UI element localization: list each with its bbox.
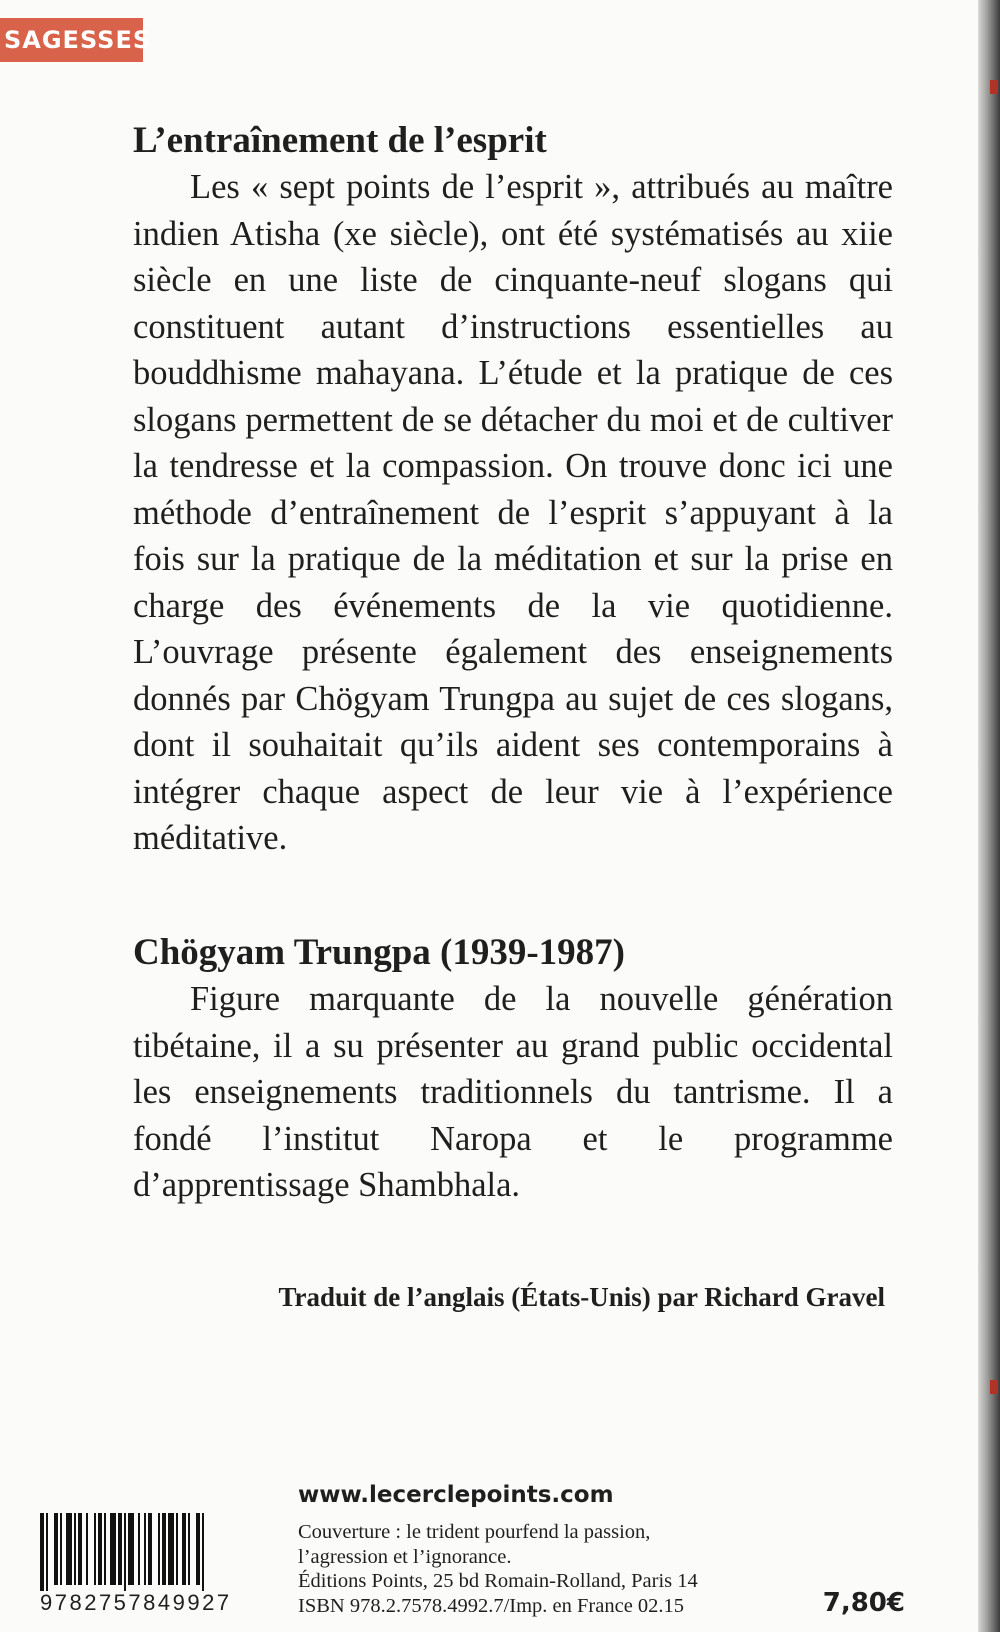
author-bio: Figure marquante de la nouvelle génération tibétaine, il a su présenter au grand public occidental les enseignements traditionnels du tantrisme. Il a fondé l’institut Naropa et le programme d’apprentissage Shambhala. (133, 980, 893, 1204)
publisher-website: www.lecerclepoints.com (298, 1482, 614, 1508)
isbn-line: ISBN 978.2.7578.4992.7/Imp. en France 02.15 (298, 1594, 685, 1617)
summary-title: L’entraînement de l’esprit (133, 120, 547, 161)
author-section (133, 930, 893, 1209)
imprint-block (298, 1520, 718, 1618)
translator-credit: Traduit de l’anglais (États-Unis) par Richard Gravel (278, 1282, 885, 1312)
series-label: SAGESSES (0, 18, 143, 62)
spine-mark (990, 80, 998, 94)
cover-credit: Couverture : le trident pourfend la passion, l’agression et l’ignorance. (298, 1521, 651, 1568)
spine-mark (990, 1380, 998, 1394)
summary-text: Les « sept points de l’esprit », attribués au maître indien Atisha (xe siècle), ont été systématisés au xiie siècle en une liste de cinquante-neuf slogans qui constituent autant d’instructions essentielles au bouddhisme mahayana. L’étude et la pratique de ces slogans permettent de se détacher du moi et de cultiver la tendresse et la compassion. On trouve donc ici une méthode d’entraînement de l’esprit s’appuyant à la fois sur la pratique de la méditation et sur la prise en charge des événements de la vie quotidienne. L’ouvrage présente également des enseignements donnés par Chögyam Trungpa au sujet de ces slogans, dont il souhaitait qu’ils aident ses contemporains à intégrer chaque aspect de leur vie à l’expérience méditative. (133, 168, 893, 857)
author-title: Chögyam Trungpa (1939-1987) (133, 932, 626, 973)
barcode-digits: 9782757849927 (40, 1590, 232, 1615)
book-spine-edge (978, 0, 1000, 1632)
summary-section (133, 118, 893, 862)
publisher-address: Éditions Points, 25 bd Romain-Rolland, Paris 14 (298, 1570, 698, 1592)
price: 7,80€ (822, 1588, 905, 1618)
